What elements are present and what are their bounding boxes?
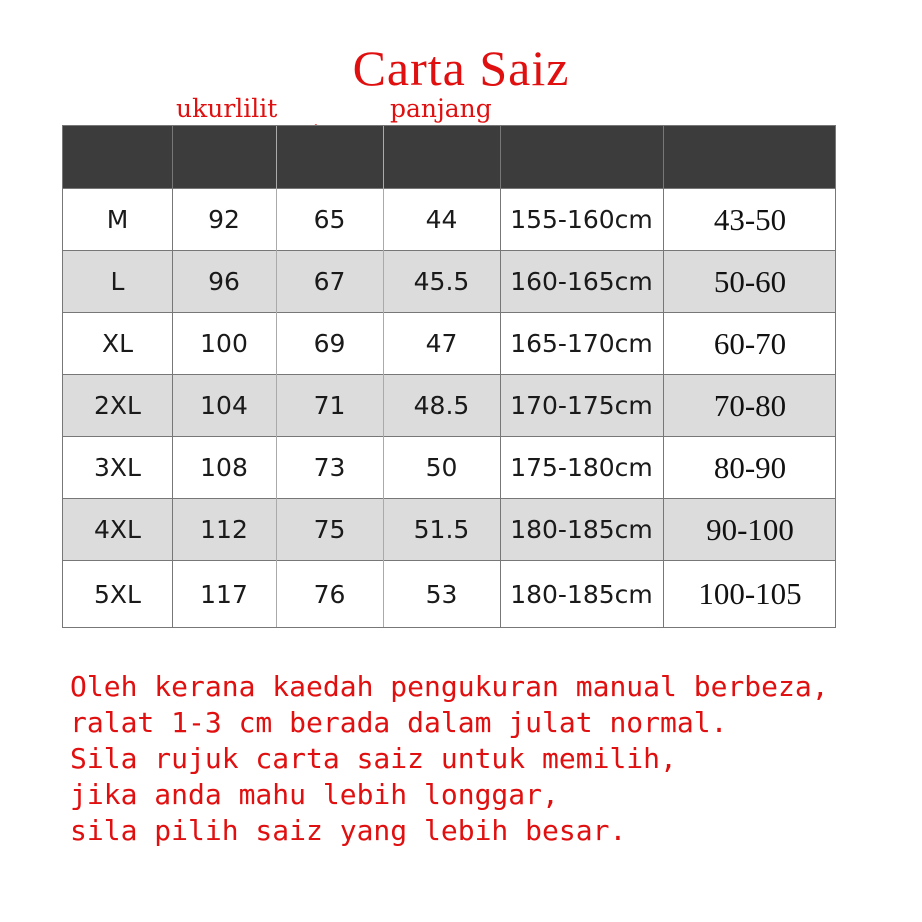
table-row bbox=[63, 188, 835, 250]
column-divider bbox=[500, 126, 501, 627]
cell-weight: 80-90 bbox=[713, 449, 787, 485]
cell-chest: 117 bbox=[200, 579, 248, 609]
cell-top-length: 76 bbox=[313, 579, 346, 609]
note-line: Oleh kerana kaedah pengukuran manual berbeza, bbox=[70, 670, 829, 703]
table-header-band bbox=[63, 126, 835, 188]
cell-top-length: 71 bbox=[313, 391, 346, 420]
note-line: sila pilih saiz yang lebih besar. bbox=[70, 814, 627, 847]
table-row bbox=[63, 312, 835, 374]
cell-pants-length: 50 bbox=[425, 453, 458, 482]
table-row bbox=[63, 560, 835, 627]
cell-pants-length: 45.5 bbox=[413, 267, 470, 296]
cell-pants-length: 44 bbox=[425, 205, 458, 234]
note-line: Sila rujuk carta saiz untuk memilih, bbox=[70, 742, 677, 775]
table-row bbox=[63, 436, 835, 498]
cell-chest: 108 bbox=[200, 453, 248, 482]
header-panjang-seluar-line1: panjang bbox=[390, 94, 492, 123]
cell-top-length: 69 bbox=[313, 329, 346, 358]
cell-top-length: 67 bbox=[313, 267, 346, 296]
table-row bbox=[63, 374, 835, 436]
cell-chest: 96 bbox=[208, 267, 240, 296]
column-divider bbox=[276, 126, 277, 627]
cell-height: 155-160cm bbox=[510, 205, 653, 234]
cell-chest: 100 bbox=[200, 329, 248, 358]
column-divider bbox=[663, 126, 664, 627]
cell-size: M bbox=[106, 205, 129, 234]
cell-pants-length: 47 bbox=[425, 329, 458, 358]
cell-top-length: 73 bbox=[313, 453, 346, 482]
cell-weight: 90-100 bbox=[706, 511, 794, 547]
cell-chest: 92 bbox=[208, 205, 240, 234]
cell-size: 4XL bbox=[94, 515, 141, 544]
cell-size: 2XL bbox=[94, 391, 141, 420]
cell-weight: 100-105 bbox=[698, 576, 802, 611]
size-chart-table bbox=[62, 125, 836, 628]
cell-size: XL bbox=[101, 329, 134, 358]
cell-pants-length: 53 bbox=[425, 579, 458, 609]
cell-height: 165-170cm bbox=[510, 329, 653, 358]
cell-weight: 43-50 bbox=[713, 201, 787, 237]
note-line: ralat 1-3 cm berada dalam julat normal. bbox=[70, 706, 728, 739]
column-divider bbox=[383, 126, 384, 627]
note-line: jika anda mahu lebih longgar, bbox=[70, 778, 559, 811]
cell-pants-length: 48.5 bbox=[413, 391, 470, 420]
cell-height: 170-175cm bbox=[510, 391, 653, 420]
chart-title: Carta Saiz bbox=[352, 40, 570, 96]
column-divider bbox=[172, 126, 173, 627]
cell-top-length: 75 bbox=[313, 515, 346, 544]
table-row bbox=[63, 250, 835, 312]
cell-height: 180-185cm bbox=[510, 579, 653, 609]
cell-height: 180-185cm bbox=[510, 515, 653, 544]
cell-height: 160-165cm bbox=[510, 267, 653, 296]
header-ukurlilit-line1: ukurlilit bbox=[176, 94, 278, 123]
cell-weight: 60-70 bbox=[713, 325, 787, 361]
table-row bbox=[63, 498, 835, 560]
cell-size: 3XL bbox=[94, 453, 141, 482]
cell-chest: 112 bbox=[200, 515, 248, 544]
cell-size: 5XL bbox=[94, 579, 141, 609]
cell-weight: 50-60 bbox=[713, 263, 787, 299]
cell-top-length: 65 bbox=[313, 205, 346, 234]
cell-size: L bbox=[110, 267, 125, 296]
cell-chest: 104 bbox=[200, 391, 248, 420]
cell-height: 175-180cm bbox=[510, 453, 653, 482]
cell-pants-length: 51.5 bbox=[413, 515, 470, 544]
cell-weight: 70-80 bbox=[713, 387, 787, 423]
measurement-note bbox=[70, 669, 829, 849]
